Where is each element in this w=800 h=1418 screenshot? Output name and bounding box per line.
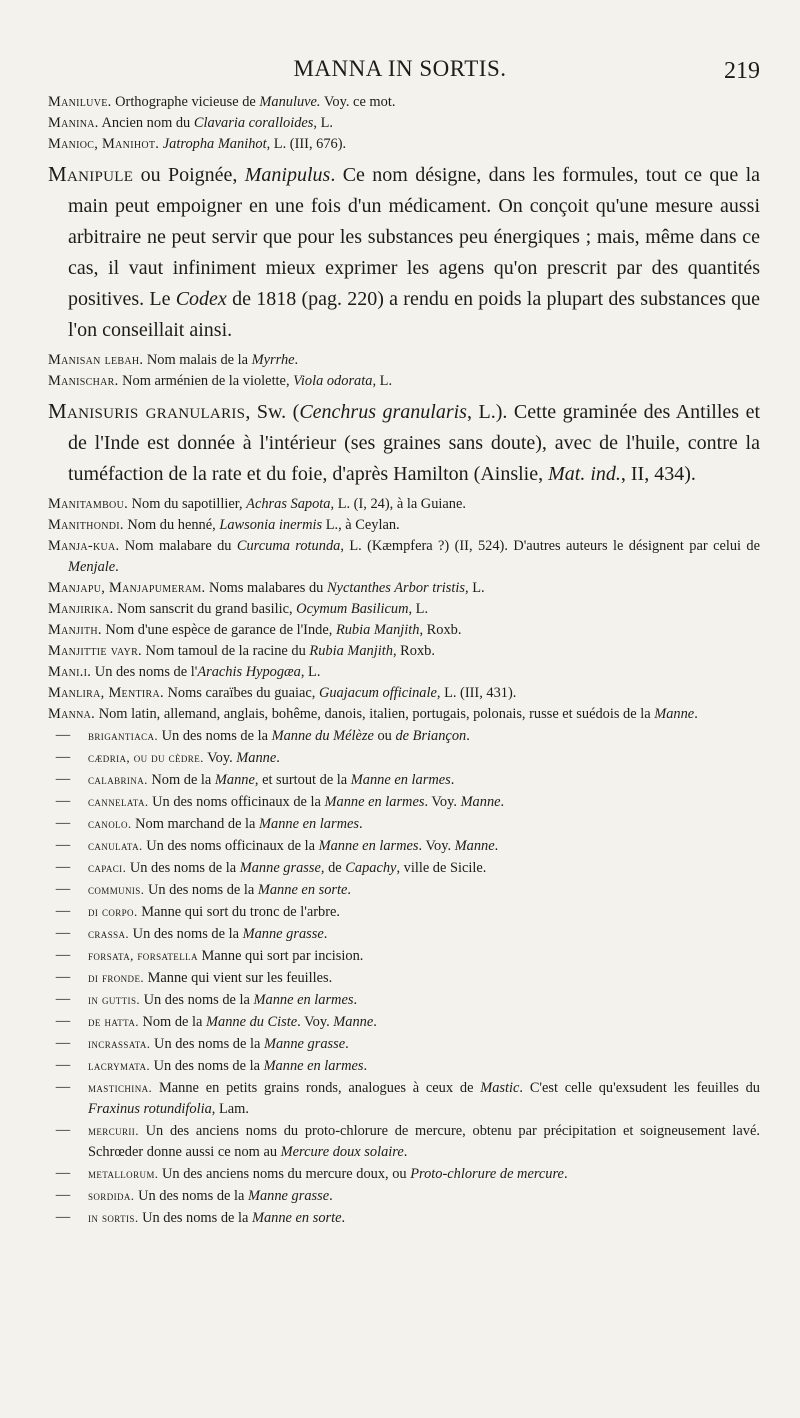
entry-text: Un des noms de l' bbox=[91, 664, 198, 680]
dictionary-entry bbox=[48, 350, 760, 371]
entry-text: Un des noms officinaux de la bbox=[148, 794, 325, 810]
entry-text: Nom marchand de la bbox=[131, 816, 260, 832]
dictionary-entry bbox=[48, 620, 760, 641]
sub-entry-headword: canulata. bbox=[88, 838, 143, 853]
entry-text: , L. bbox=[372, 373, 393, 389]
entry-text: Manne en larmes bbox=[253, 992, 354, 1008]
entry-text: Un des noms de la bbox=[150, 1036, 264, 1052]
entry-text: Curcuma rotunda bbox=[236, 538, 341, 554]
entry-headword: Manisuris granularis bbox=[48, 399, 246, 423]
dictionary-entry bbox=[48, 683, 760, 704]
sub-entry-headword: incrassata. bbox=[88, 1036, 151, 1051]
entry-text: Nom du henné, bbox=[123, 517, 220, 533]
entry-dash: — bbox=[55, 1079, 71, 1095]
entry-text: , Lam. bbox=[211, 1101, 249, 1117]
sub-entry-headword: lacrymata. bbox=[88, 1058, 151, 1073]
entry-text: Manne en petits grains ronds, analogues à ceux de bbox=[152, 1080, 481, 1096]
entry-text: , II, 434). bbox=[620, 463, 696, 485]
entry-text: . Voy. bbox=[424, 794, 461, 810]
entry-text: Noms caraïbes du guaiac, bbox=[163, 685, 319, 701]
entry-text: Un des noms de la bbox=[126, 860, 240, 876]
dictionary-entry bbox=[48, 578, 760, 599]
entry-text: Rubia Manjith bbox=[309, 643, 393, 659]
sub-entry-headword: di corpo. bbox=[88, 904, 138, 919]
sub-entry-headword: sordida. bbox=[88, 1188, 135, 1203]
entry-text: L., à Ceylan. bbox=[322, 517, 400, 533]
entry-text: Un des noms de la bbox=[140, 992, 254, 1008]
dictionary-entry bbox=[48, 515, 760, 536]
dictionary-entry bbox=[48, 494, 760, 515]
entry-text: Lawsonia inermis bbox=[219, 517, 323, 533]
entry-text: Nom malais de la bbox=[143, 352, 252, 368]
entry-text: Nom latin, allemand, anglais, bohême, danois, italien, portugais, polonais, russe et suédois de la bbox=[95, 706, 655, 722]
entry-text: . bbox=[115, 559, 119, 575]
entry-text: Myrrhe bbox=[251, 352, 295, 368]
entry-text: . bbox=[494, 838, 499, 854]
sub-entry-headword: cannelata. bbox=[88, 794, 149, 809]
dictionary-entry bbox=[48, 396, 760, 490]
entry-text: , Sw. ( bbox=[245, 401, 300, 423]
entry-text: Manne en sorte bbox=[257, 882, 348, 898]
dictionary-entry bbox=[48, 641, 760, 662]
entry-dash: — bbox=[55, 1122, 71, 1138]
entry-text: . bbox=[358, 816, 363, 832]
sub-entry-headword: cædria, ou du cèdre. bbox=[88, 750, 204, 765]
entry-text: Capachy bbox=[345, 860, 397, 876]
entry-text: Manne grasse bbox=[242, 926, 324, 942]
entry-text: Menjale bbox=[68, 559, 116, 575]
dictionary-entry bbox=[48, 662, 760, 683]
entry-text: , Roxb. bbox=[392, 643, 435, 659]
entry-text: Manne en larmes bbox=[324, 794, 425, 810]
entry-text: Arachis Hypogæa bbox=[197, 664, 301, 680]
entry-dash: — bbox=[55, 991, 71, 1007]
entry-headword: Manjith. bbox=[48, 622, 102, 638]
entry-text: de 1818 (pag. 220) a rendu en poids la plupart des substances que l'on conseillait ainsi. bbox=[68, 288, 760, 341]
entry-text: Mastic bbox=[480, 1080, 520, 1096]
dictionary-entries bbox=[48, 92, 760, 1229]
sub-entry-headword: forsata, forsatella bbox=[88, 948, 198, 963]
sub-entry-headword: mastichina. bbox=[88, 1080, 153, 1095]
entry-headword: Manisan lebah. bbox=[48, 352, 144, 368]
entry-text: , et surtout de la bbox=[254, 772, 351, 788]
sub-entry bbox=[48, 879, 760, 901]
sub-entry bbox=[48, 1011, 760, 1033]
entry-dash: — bbox=[55, 903, 71, 919]
entry-text: Nom tamoul de la racine du bbox=[141, 643, 310, 659]
entry-dash: — bbox=[55, 859, 71, 875]
entry-text: , L.). Cette graminée des Antilles et de l'Inde est donnée à l'intérieur (ses graines sans doute), avec de l'huile, contre la tuméfaction de la rate et du foie, d'après Hamilton (Ainslie, bbox=[68, 401, 760, 485]
entry-text: Manne bbox=[214, 772, 255, 788]
entry-dash: — bbox=[55, 1035, 71, 1051]
entry-dash: — bbox=[55, 815, 71, 831]
dictionary-entry bbox=[48, 113, 760, 134]
entry-text: Nom de la bbox=[147, 772, 215, 788]
entry-dash: — bbox=[55, 1013, 71, 1029]
entry-text: . bbox=[323, 926, 328, 942]
entry-text: . C'est celle qu'exsudent les feuilles du bbox=[519, 1080, 760, 1096]
entry-text: , L. (Kæmpfera ?) (II, 524). D'autres auteurs le désignent par celui de bbox=[340, 538, 760, 554]
entry-text: Un des noms de la bbox=[134, 1188, 248, 1204]
sub-entry-headword: capaci. bbox=[88, 860, 127, 875]
entry-dash: — bbox=[55, 771, 71, 787]
entry-text: Manne en larmes bbox=[259, 816, 359, 832]
entry-dash: — bbox=[55, 1165, 71, 1181]
sub-entry-headword: metallorum. bbox=[88, 1166, 159, 1181]
entry-text: Voy. ce mot. bbox=[320, 94, 396, 110]
entry-text: . bbox=[345, 1036, 349, 1052]
dictionary-entry bbox=[48, 371, 760, 392]
sub-entry-headword: di fronde. bbox=[88, 970, 145, 985]
sub-entry-headword: canolo. bbox=[88, 816, 132, 831]
entry-text: Un des noms de la bbox=[138, 1210, 252, 1226]
sub-entry bbox=[48, 769, 760, 791]
entry-text: . bbox=[373, 1014, 377, 1030]
entry-text: , L. (III, 676). bbox=[266, 136, 347, 152]
entry-text: Manne du Mélèze bbox=[271, 728, 374, 744]
entry-text: Fraxinus rotundifolia bbox=[88, 1101, 212, 1117]
sub-entry-headword: de hatta. bbox=[88, 1014, 139, 1029]
entry-text: Ancien nom du bbox=[98, 115, 194, 131]
entry-text: , L. bbox=[300, 664, 321, 680]
sub-entry bbox=[48, 945, 760, 967]
entry-text: Codex bbox=[175, 288, 227, 310]
entry-text: Guajacum officinale bbox=[318, 685, 437, 701]
entry-text: Manuluve. bbox=[259, 94, 321, 110]
entry-text: . bbox=[466, 728, 470, 744]
sub-entry bbox=[48, 791, 760, 813]
entry-headword: Manlira, Mentira. bbox=[48, 685, 164, 701]
entry-dash: — bbox=[55, 1209, 71, 1225]
entry-text: , ville de Sicile. bbox=[396, 860, 487, 876]
entry-text: , L. (III, 431). bbox=[436, 685, 517, 701]
entry-text: . bbox=[329, 1188, 333, 1204]
entry-text: Orthographe vicieuse de bbox=[111, 94, 260, 110]
entry-headword: Manina. bbox=[48, 115, 99, 131]
sub-entry bbox=[48, 857, 760, 879]
entry-text: Manne grasse bbox=[247, 1188, 330, 1204]
entry-dash: — bbox=[55, 837, 71, 853]
entry-headword: Manjittie vayr. bbox=[48, 643, 142, 659]
entry-headword: Manipule bbox=[48, 162, 134, 186]
sub-entry-headword: crassa. bbox=[88, 926, 130, 941]
entry-text: . bbox=[341, 1210, 346, 1226]
entry-headword: Manitambou. bbox=[48, 496, 129, 512]
entry-dash: — bbox=[55, 881, 71, 897]
entry-text: . bbox=[347, 882, 352, 898]
sub-entry-headword: in guttis. bbox=[88, 992, 140, 1007]
entry-headword: Manjapu, Manjapumeram. bbox=[48, 580, 206, 596]
entry-text: Manne bbox=[654, 706, 695, 722]
entry-text: . bbox=[276, 750, 280, 766]
entry-text: . bbox=[694, 706, 698, 722]
dictionary-entry bbox=[48, 599, 760, 620]
entry-text: Clavaria coralloides bbox=[193, 115, 314, 131]
sub-entry bbox=[48, 1055, 760, 1077]
entry-text: Nom arménien de la violette, bbox=[118, 373, 294, 389]
entry-text: Manne qui sort par incision. bbox=[197, 948, 364, 964]
sub-entry bbox=[48, 1077, 760, 1120]
entry-text: Nom d'une espèce de garance de l'Inde, bbox=[101, 622, 336, 638]
entry-text: Manne grasse bbox=[263, 1036, 346, 1052]
entry-text: , L. bbox=[408, 601, 429, 617]
sub-entry-headword: communis. bbox=[88, 882, 145, 897]
sub-entry bbox=[48, 989, 760, 1011]
entry-text: Jatropha Manihot bbox=[162, 136, 267, 152]
entry-text: Un des noms officinaux de la bbox=[142, 838, 319, 854]
entry-text: ou bbox=[373, 728, 396, 744]
entry-text: Manne bbox=[460, 794, 501, 810]
entry-text: Manne en larmes bbox=[263, 1058, 364, 1074]
entry-text: Manne en larmes bbox=[350, 772, 451, 788]
entry-text: Noms malabares du bbox=[205, 580, 327, 596]
entry-headword: Manna. bbox=[48, 706, 96, 722]
entry-text: Viola odorata bbox=[293, 373, 373, 389]
entry-text: , L. bbox=[465, 580, 485, 596]
entry-text: Manne du Ciste bbox=[206, 1014, 298, 1030]
entry-text: Mercure doux solaire bbox=[280, 1144, 404, 1160]
entry-text: Un des noms de la bbox=[158, 728, 272, 744]
entry-text: . bbox=[403, 1144, 408, 1160]
entry-text: . Voy. bbox=[418, 838, 455, 854]
entry-headword: Manja-kua. bbox=[48, 538, 120, 554]
sub-entry bbox=[48, 923, 760, 945]
entry-text: , Roxb. bbox=[419, 622, 462, 638]
entry-dash: — bbox=[55, 969, 71, 985]
entry-text: Nyctanthes Arbor tristis bbox=[326, 580, 466, 596]
entry-text: Nom malabare du bbox=[119, 538, 237, 554]
sub-entry bbox=[48, 1185, 760, 1207]
entry-text: Un des anciens noms du mercure doux, ou bbox=[158, 1166, 411, 1182]
page-number: 219 bbox=[724, 58, 760, 84]
entry-text: Rubia Manjith bbox=[335, 622, 420, 638]
entry-text: Nom sanscrit du grand basilic, bbox=[113, 601, 297, 617]
entry-text: Manne bbox=[333, 1014, 374, 1030]
entry-text: Nom du sapotillier, bbox=[128, 496, 247, 512]
entry-headword: Maniluve. bbox=[48, 94, 112, 110]
entry-text: . Ce nom désigne, dans les formules, tout ce que la main peut empoigner en une fois d'un médicament. On conçoit qu'une mesure aussi arbitraire ne peut servir que pour les substances peu énergiques ; mais, même dans ce cas, il vaut infiniment mieux exprimer les agens qu'on prescrit par des quantités positives. Le bbox=[68, 164, 760, 310]
entry-headword: Manjirika. bbox=[48, 601, 114, 617]
entry-text: Ocymum Basilicum bbox=[296, 601, 409, 617]
entry-text: . Voy. bbox=[297, 1014, 334, 1030]
entry-headword: Manioc, Manihot. bbox=[48, 136, 160, 152]
entry-text: . bbox=[294, 352, 299, 368]
entry-text: Manne bbox=[454, 838, 495, 854]
entry-headword: Manischar. bbox=[48, 373, 119, 389]
entry-text: Manne bbox=[236, 750, 277, 766]
entry-text: Manne qui sort du tronc de l'arbre. bbox=[137, 904, 341, 920]
entry-headword: Manithondi. bbox=[48, 517, 124, 533]
dictionary-entry bbox=[48, 536, 760, 578]
dictionary-entry bbox=[48, 159, 760, 346]
sub-entry bbox=[48, 813, 760, 835]
entry-text: . bbox=[500, 794, 505, 810]
dictionary-entry bbox=[48, 704, 760, 725]
dictionary-entry bbox=[48, 134, 760, 155]
entry-text: Un des noms de la bbox=[144, 882, 258, 898]
sub-entry-headword: calabrina. bbox=[88, 772, 148, 787]
sub-entry bbox=[48, 1120, 760, 1163]
entry-text: Manne en sorte bbox=[251, 1210, 342, 1226]
entry-dash: — bbox=[55, 925, 71, 941]
entry-dash: — bbox=[55, 749, 71, 765]
entry-text: , de bbox=[320, 860, 346, 876]
sub-entry bbox=[48, 1163, 760, 1185]
entry-text: Un des noms de la bbox=[129, 926, 243, 942]
running-title: MANNA IN SORTIS. bbox=[293, 56, 507, 81]
entry-text: Nom de la bbox=[138, 1014, 207, 1030]
entry-dash: — bbox=[55, 727, 71, 743]
entry-dash: — bbox=[55, 1187, 71, 1203]
sub-entry bbox=[48, 1207, 760, 1229]
page-header bbox=[0, 56, 800, 92]
entry-text: Un des noms de la bbox=[150, 1058, 264, 1074]
sub-entry bbox=[48, 1033, 760, 1055]
entry-dash: — bbox=[55, 1057, 71, 1073]
sub-entry-headword: in sortis. bbox=[88, 1210, 139, 1225]
entry-text: Achras Sapota bbox=[246, 496, 331, 512]
sub-entry bbox=[48, 967, 760, 989]
entry-headword: Mani.i. bbox=[48, 664, 92, 680]
entry-dash: — bbox=[55, 793, 71, 809]
dictionary-entry bbox=[48, 92, 760, 113]
entry-text: Manne en larmes bbox=[318, 838, 419, 854]
sub-entry-headword: mercurii. bbox=[88, 1123, 139, 1138]
entry-text: Manne grasse bbox=[239, 860, 321, 876]
entry-text: , L. bbox=[313, 115, 333, 131]
entry-text: ou Poignée, bbox=[133, 164, 245, 186]
entry-text: Manne qui vient sur les feuilles. bbox=[144, 970, 333, 986]
sub-entry bbox=[48, 747, 760, 769]
entry-text: Voy. bbox=[203, 750, 237, 766]
entry-text: , L. (I, 24), à la Guiane. bbox=[330, 496, 466, 512]
entry-text: de Briançon bbox=[395, 728, 467, 744]
sub-entry bbox=[48, 835, 760, 857]
entry-text: Un des anciens noms du proto-chlorure de mercure, obtenu par précipitation et soigneusement lavé. Schrœder donne aussi ce nom au bbox=[88, 1123, 760, 1160]
entry-text: Manipulus bbox=[244, 164, 331, 186]
sub-entry-headword: brigantiaca. bbox=[88, 728, 159, 743]
sub-entry bbox=[48, 725, 760, 747]
entry-text: Mat. ind. bbox=[548, 463, 621, 485]
entry-dash: — bbox=[55, 947, 71, 963]
sub-entry bbox=[48, 901, 760, 923]
entry-text: Cenchrus granularis bbox=[299, 401, 467, 423]
entry-text: . bbox=[353, 992, 358, 1008]
entry-text: . bbox=[363, 1058, 368, 1074]
entry-text: Proto-chlorure de mercure bbox=[410, 1166, 564, 1182]
entry-text: . bbox=[450, 772, 455, 788]
entry-text: . bbox=[563, 1166, 568, 1182]
